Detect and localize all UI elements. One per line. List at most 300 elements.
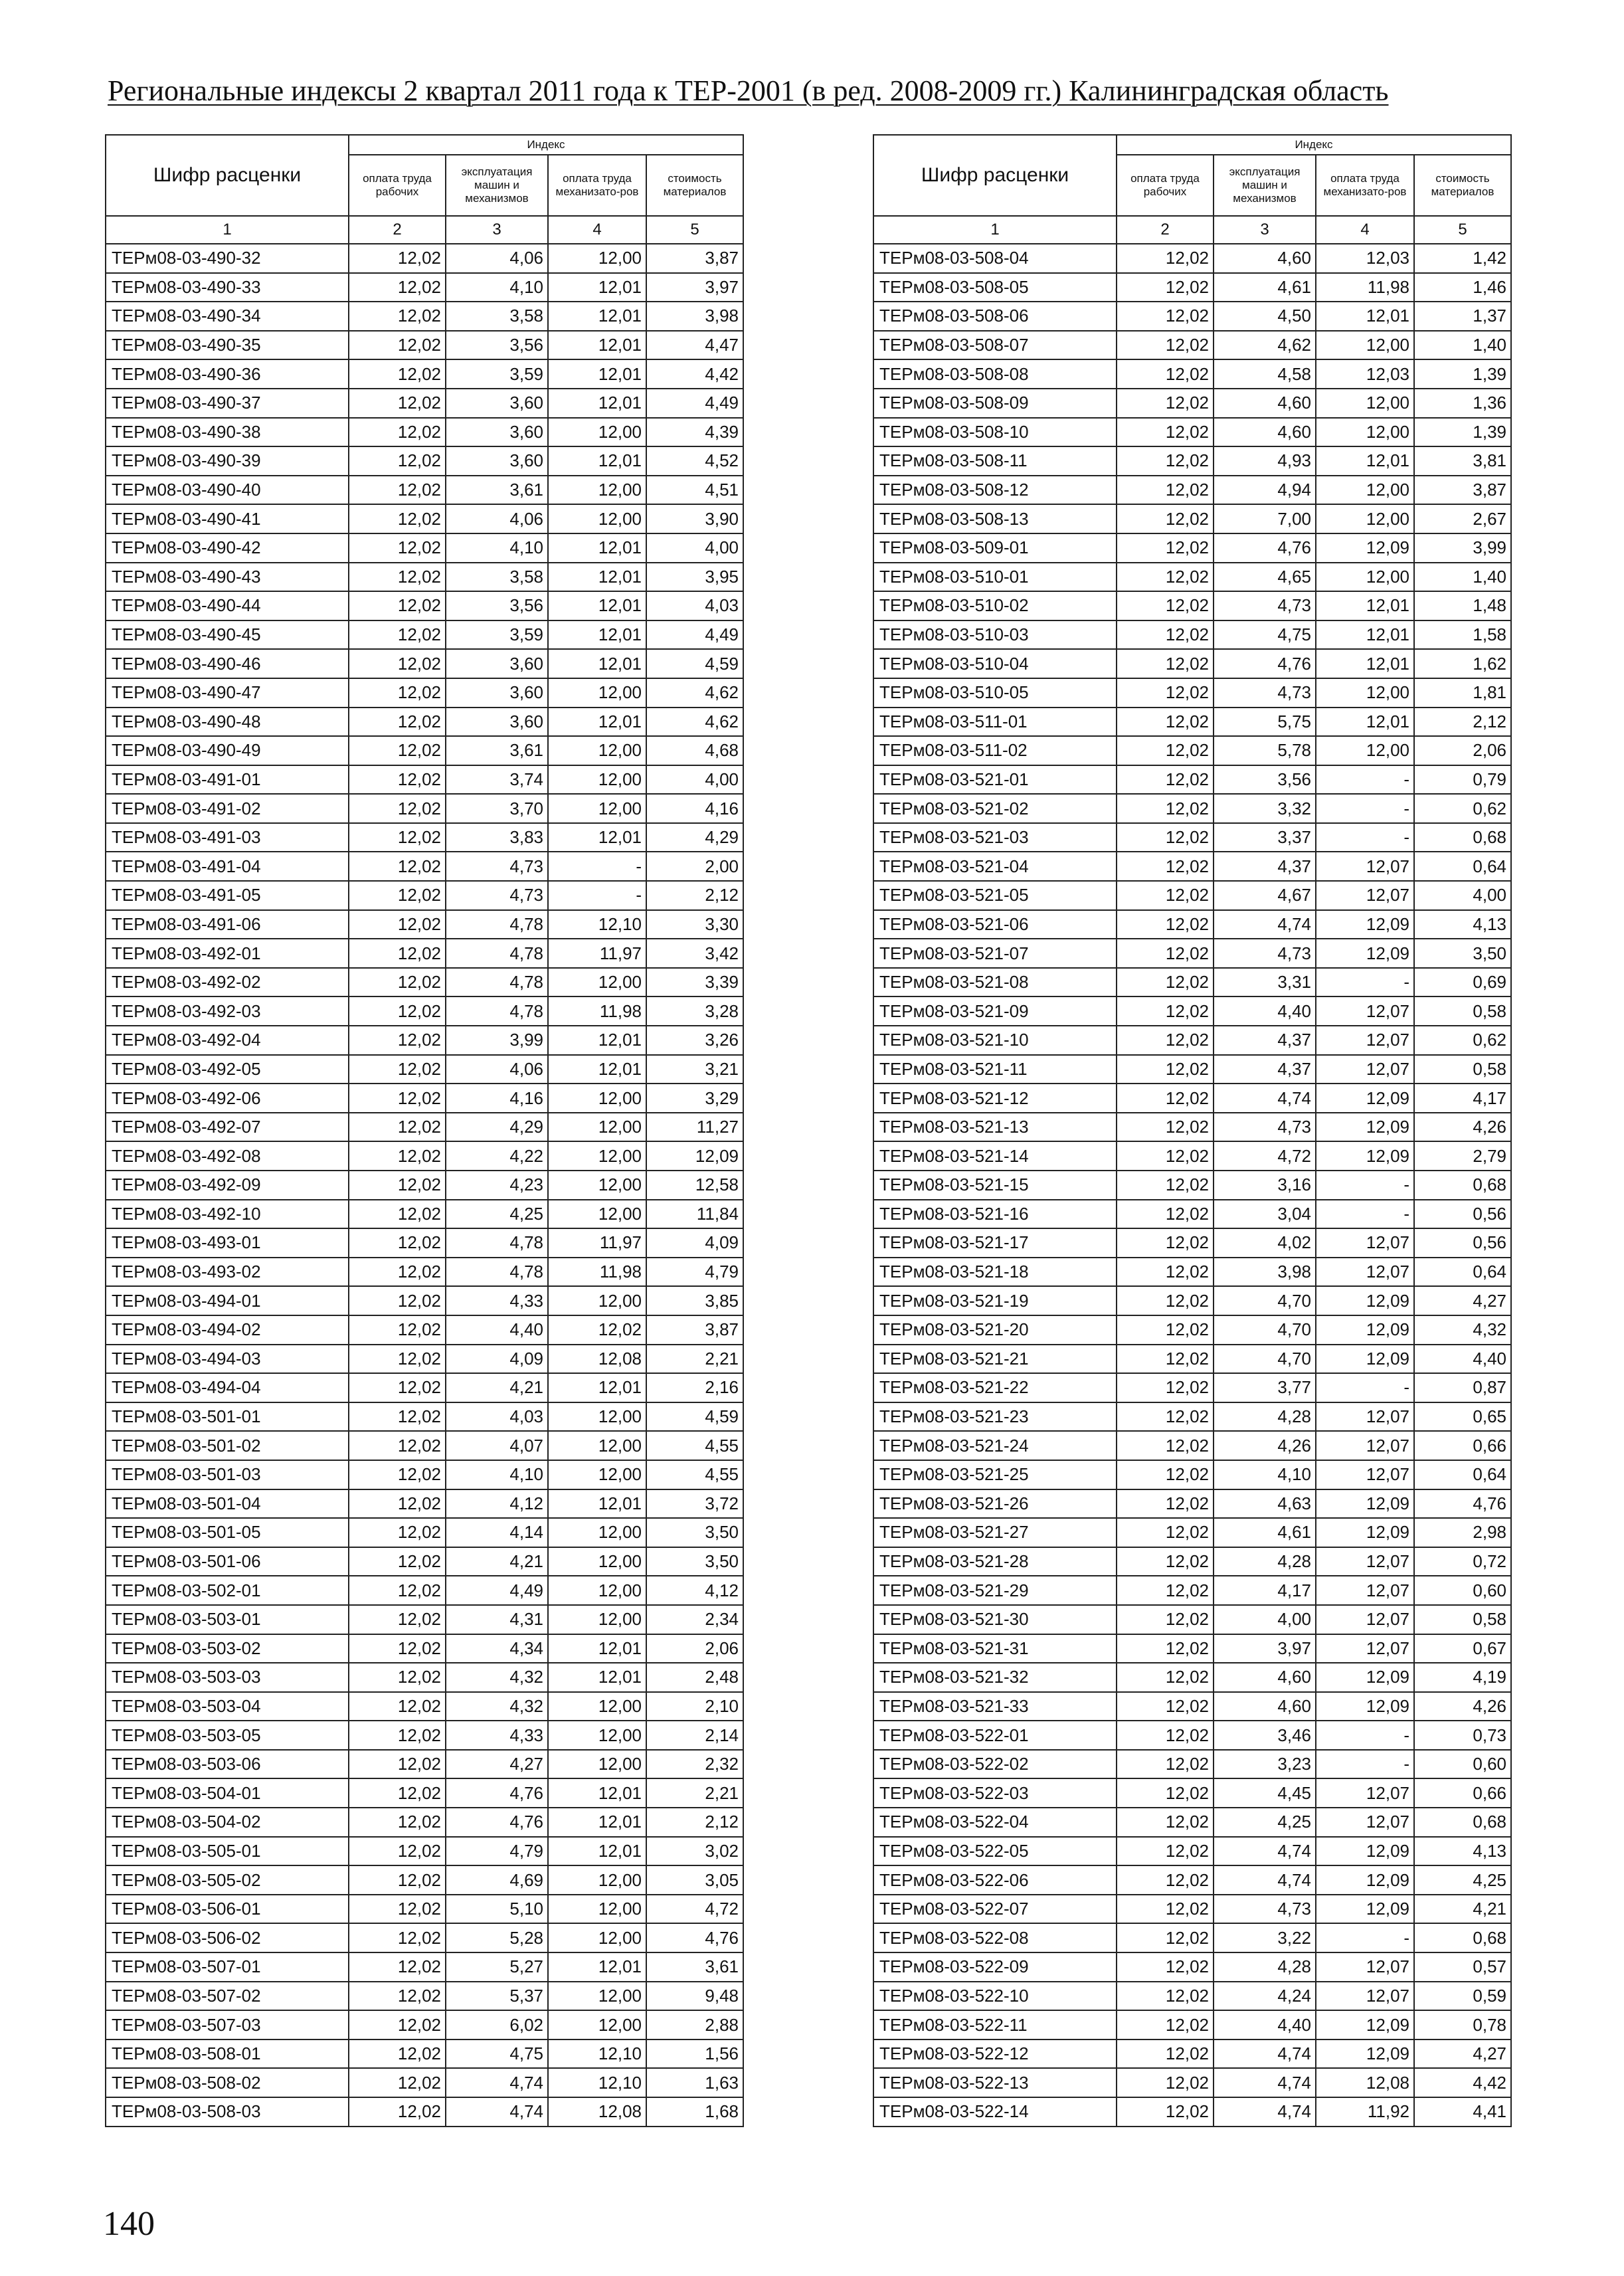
table-row [873,1895,1511,1924]
table-row [873,1055,1511,1084]
labor-index-cell: 12,02 [1117,1750,1214,1779]
operators-index-cell: 12,01 [548,1634,646,1663]
operators-index-cell: - [1316,1923,1414,1952]
rate-code-cell: ТЕРм08-03-508-12 [873,476,1117,505]
operators-index-cell: 12,09 [1316,1489,1414,1519]
table-row [106,331,743,360]
labor-index-cell: 12,02 [349,823,446,852]
operators-index-cell: 12,07 [1316,1431,1414,1460]
table-row [873,1692,1511,1721]
table-row [106,1373,743,1402]
materials-index-cell: 4,39 [646,418,743,447]
table-row [106,2097,743,2127]
labor-index-cell: 12,02 [349,1576,446,1605]
operators-index-cell: 12,00 [1316,504,1414,533]
labor-index-cell: 12,02 [349,1663,446,1692]
operators-index-cell: 12,09 [1316,2039,1414,2069]
machines-index-cell: 4,10 [446,1460,548,1489]
operators-index-cell: 12,01 [548,389,646,418]
labor-index-cell: 12,02 [1117,1634,1214,1663]
labor-index-cell: 12,02 [1117,765,1214,795]
operators-index-cell: 12,00 [548,1460,646,1489]
labor-index-cell: 12,02 [349,2010,446,2039]
table-row [873,1373,1511,1402]
table-row [873,476,1511,505]
operators-index-cell: 11,97 [548,1228,646,1258]
rate-code-cell: ТЕРм08-03-490-34 [106,302,349,331]
operators-index-cell: 12,00 [548,765,646,795]
operators-index-cell: 12,01 [548,302,646,331]
machines-index-cell: 4,31 [446,1605,548,1634]
operators-index-cell: 12,00 [548,1576,646,1605]
rate-code-cell: ТЕРм08-03-490-42 [106,533,349,563]
machines-index-cell: 4,60 [1214,1692,1316,1721]
table-row [106,1952,743,1982]
labor-index-cell: 12,02 [1117,418,1214,447]
rate-code-cell: ТЕРм08-03-490-46 [106,649,349,678]
rate-code-cell: ТЕРм08-03-508-09 [873,389,1117,418]
table-row [106,1547,743,1576]
machines-index-cell: 4,58 [1214,359,1316,389]
materials-index-cell: 3,90 [646,504,743,533]
operators-index-cell: 12,00 [1316,331,1414,360]
index-table-left [105,134,744,2127]
labor-index-cell: 12,02 [349,504,446,533]
table-row [873,1228,1511,1258]
rate-code-cell: ТЕРм08-03-521-01 [873,765,1117,795]
table-row [873,418,1511,447]
operators-index-cell: 12,07 [1316,1982,1414,2011]
operators-index-cell: 12,00 [1316,418,1414,447]
rate-code-cell: ТЕРм08-03-510-04 [873,649,1117,678]
operators-index-cell: 12,07 [1316,1547,1414,1576]
rate-code-cell: ТЕРм08-03-510-01 [873,563,1117,592]
materials-index-cell: 3,87 [646,1315,743,1345]
labor-index-cell: 12,02 [1117,1084,1214,1113]
rate-code-cell: ТЕРм08-03-503-06 [106,1750,349,1779]
rate-code-cell: ТЕРм08-03-521-08 [873,968,1117,997]
rate-code-cell: ТЕРм08-03-521-21 [873,1345,1117,1374]
table-row [873,881,1511,910]
rate-code-cell: ТЕРм08-03-501-03 [106,1460,349,1489]
table-body-right [873,244,1511,2127]
operators-index-cell: 12,00 [1316,563,1414,592]
machines-index-cell: 3,61 [446,476,548,505]
rate-code-cell: ТЕРм08-03-521-07 [873,939,1117,968]
machines-index-cell: 3,61 [446,736,548,765]
materials-index-cell: 0,60 [1414,1576,1511,1605]
table-row [873,273,1511,302]
operators-index-cell: 12,01 [548,708,646,737]
machines-index-cell: 3,60 [446,418,548,447]
rate-code-cell: ТЕРм08-03-490-35 [106,331,349,360]
labor-index-cell: 12,02 [349,1084,446,1113]
table-row [873,765,1511,795]
machines-index-cell: 4,73 [1214,678,1316,708]
labor-index-cell: 12,02 [349,2068,446,2097]
operators-index-cell: 12,00 [548,1982,646,2011]
materials-index-cell: 0,69 [1414,968,1511,997]
machines-index-cell: 4,69 [446,1865,548,1895]
labor-index-cell: 12,02 [349,1171,446,1200]
materials-index-cell: 0,58 [1414,1605,1511,1634]
rate-code-cell: ТЕРм08-03-521-20 [873,1315,1117,1345]
machines-index-cell: 4,67 [1214,881,1316,910]
operators-index-cell: 12,03 [1316,244,1414,273]
rate-code-cell: ТЕРм08-03-504-02 [106,1808,349,1837]
operators-index-cell: 12,07 [1316,1258,1414,1287]
machines-index-cell: 4,73 [446,881,548,910]
operators-index-cell: - [1316,1750,1414,1779]
rate-code-cell: ТЕРм08-03-508-05 [873,273,1117,302]
machines-index-cell: 4,28 [1214,1402,1316,1432]
machines-index-cell: 4,63 [1214,1489,1316,1519]
labor-index-cell: 12,02 [349,1808,446,1837]
rate-code-cell: ТЕРм08-03-490-38 [106,418,349,447]
labor-index-cell: 12,02 [1117,620,1214,650]
labor-index-cell: 12,02 [1117,1315,1214,1345]
labor-index-cell: 12,02 [349,1518,446,1547]
operators-index-cell: 12,00 [548,476,646,505]
table-row [873,1345,1511,1374]
header-index: Индекс [1117,135,1511,155]
labor-index-cell: 12,02 [1117,1460,1214,1489]
labor-index-cell: 12,02 [1117,939,1214,968]
machines-index-cell: 4,74 [1214,1837,1316,1866]
operators-index-cell: 11,97 [548,939,646,968]
table-row [873,563,1511,592]
rate-code-cell: ТЕРм08-03-491-05 [106,881,349,910]
labor-index-cell: 12,02 [1117,1923,1214,1952]
rate-code-cell: ТЕРм08-03-490-32 [106,244,349,273]
labor-index-cell: 12,02 [349,736,446,765]
machines-index-cell: 4,76 [1214,649,1316,678]
labor-index-cell: 12,02 [1117,533,1214,563]
rate-code-cell: ТЕРм08-03-510-03 [873,620,1117,650]
machines-index-cell: 4,22 [446,1141,548,1171]
rate-code-cell: ТЕРм08-03-522-14 [873,2097,1117,2127]
materials-index-cell: 4,29 [646,823,743,852]
table-row [106,476,743,505]
rate-code-cell: ТЕРм08-03-501-02 [106,1431,349,1460]
rate-code-cell: ТЕРм08-03-501-06 [106,1547,349,1576]
operators-index-cell: 12,00 [548,678,646,708]
machines-index-cell: 4,73 [1214,591,1316,620]
materials-index-cell: 4,00 [646,765,743,795]
table-row [873,1026,1511,1055]
operators-index-cell: 12,01 [548,273,646,302]
materials-index-cell: 3,87 [1414,476,1511,505]
labor-index-cell: 12,02 [1117,1982,1214,2011]
labor-index-cell: 12,02 [349,1026,446,1055]
rate-code-cell: ТЕРм08-03-521-29 [873,1576,1117,1605]
materials-index-cell: 2,10 [646,1692,743,1721]
rate-code-cell: ТЕРм08-03-521-04 [873,852,1117,881]
materials-index-cell: 2,88 [646,2010,743,2039]
rate-code-cell: ТЕРм08-03-490-43 [106,563,349,592]
operators-index-cell: 12,00 [548,794,646,823]
table-row [873,1808,1511,1837]
labor-index-cell: 12,02 [1117,1055,1214,1084]
labor-index-cell: 12,02 [1117,504,1214,533]
operators-index-cell: 12,10 [548,910,646,939]
rate-code-cell: ТЕРм08-03-521-31 [873,1634,1117,1663]
materials-index-cell: 0,87 [1414,1373,1511,1402]
operators-index-cell: 12,08 [1316,2068,1414,2097]
labor-index-cell: 12,02 [1117,1431,1214,1460]
machines-index-cell: 4,70 [1214,1315,1316,1345]
rate-code-cell: ТЕРм08-03-522-03 [873,1778,1117,1808]
rate-code-cell: ТЕРм08-03-521-02 [873,794,1117,823]
operators-index-cell: 12,09 [1316,533,1414,563]
rate-code-cell: ТЕРм08-03-522-12 [873,2039,1117,2069]
materials-index-cell: 3,97 [646,273,743,302]
operators-index-cell: - [1316,968,1414,997]
table-row [106,2039,743,2069]
operators-index-cell: 12,01 [548,1837,646,1866]
operators-index-cell: 12,09 [1316,1865,1414,1895]
table-row [106,823,743,852]
operators-index-cell: 12,08 [548,1345,646,1374]
table-row [873,794,1511,823]
machines-index-cell: 6,02 [446,2010,548,2039]
materials-index-cell: 4,25 [1414,1865,1511,1895]
rate-code-cell: ТЕРм08-03-490-49 [106,736,349,765]
materials-index-cell: 0,66 [1414,1431,1511,1460]
rate-code-cell: ТЕРм08-03-501-01 [106,1402,349,1432]
operators-index-cell: 12,00 [548,1431,646,1460]
labor-index-cell: 12,02 [349,2097,446,2127]
machines-index-cell: 5,75 [1214,708,1316,737]
labor-index-cell: 12,02 [1117,359,1214,389]
machines-index-cell: 4,74 [1214,1084,1316,1113]
materials-index-cell: 4,62 [646,708,743,737]
labor-index-cell: 12,02 [349,1373,446,1402]
rate-code-cell: ТЕРм08-03-508-01 [106,2039,349,2069]
labor-index-cell: 12,02 [349,1431,446,1460]
materials-index-cell: 0,73 [1414,1721,1511,1750]
materials-index-cell: 3,28 [646,996,743,1026]
machines-index-cell: 3,56 [446,591,548,620]
operators-index-cell: 12,07 [1316,996,1414,1026]
rate-code-cell: ТЕРм08-03-491-04 [106,852,349,881]
table-row [106,1286,743,1315]
materials-index-cell: 4,47 [646,331,743,360]
machines-index-cell: 3,60 [446,389,548,418]
machines-index-cell: 4,09 [446,1345,548,1374]
machines-index-cell: 4,28 [1214,1547,1316,1576]
labor-index-cell: 12,02 [349,794,446,823]
header-number: 4 [1316,216,1414,244]
rate-code-cell: ТЕРм08-03-504-01 [106,1778,349,1808]
table-row [106,1460,743,1489]
table-row [106,1228,743,1258]
table-row [873,1547,1511,1576]
table-row [873,852,1511,881]
labor-index-cell: 12,02 [1117,852,1214,881]
materials-index-cell: 4,00 [646,533,743,563]
machines-index-cell: 4,74 [1214,1865,1316,1895]
table-row [873,2039,1511,2069]
rate-code-cell: ТЕРм08-03-522-13 [873,2068,1117,2097]
rate-code-cell: ТЕРм08-03-507-02 [106,1982,349,2011]
rate-code-cell: ТЕРм08-03-492-09 [106,1171,349,1200]
materials-index-cell: 3,50 [1414,939,1511,968]
rate-code-cell: ТЕРм08-03-491-02 [106,794,349,823]
machines-index-cell: 4,78 [446,968,548,997]
operators-index-cell: - [1316,1373,1414,1402]
operators-index-cell: 12,09 [1316,1084,1414,1113]
labor-index-cell: 12,02 [1117,1952,1214,1982]
materials-index-cell: 2,12 [646,881,743,910]
rate-code-cell: ТЕРм08-03-507-03 [106,2010,349,2039]
rate-code-cell: ТЕРм08-03-493-02 [106,1258,349,1287]
operators-index-cell: 12,00 [548,1923,646,1952]
rate-code-cell: ТЕРм08-03-521-23 [873,1402,1117,1432]
operators-index-cell: 12,01 [1316,649,1414,678]
operators-index-cell: 12,02 [548,1315,646,1345]
labor-index-cell: 12,02 [349,1489,446,1519]
machines-index-cell: 4,62 [1214,331,1316,360]
rate-code-cell: ТЕРм08-03-502-01 [106,1576,349,1605]
table-row [873,968,1511,997]
materials-index-cell: 4,16 [646,794,743,823]
table-row [106,1923,743,1952]
table-row [873,331,1511,360]
materials-index-cell: 4,51 [646,476,743,505]
labor-index-cell: 12,02 [349,476,446,505]
table-row [106,389,743,418]
machines-index-cell: 4,17 [1214,1576,1316,1605]
materials-index-cell: 4,26 [1414,1692,1511,1721]
materials-index-cell: 1,46 [1414,273,1511,302]
table-row [873,1923,1511,1952]
table-row [106,1808,743,1837]
operators-index-cell: 12,07 [1316,1055,1414,1084]
labor-index-cell: 12,02 [349,1113,446,1142]
materials-index-cell: 4,21 [1414,1895,1511,1924]
materials-index-cell: 2,14 [646,1721,743,1750]
table-row [106,1692,743,1721]
table-row [106,910,743,939]
table-row [106,2010,743,2039]
materials-index-cell: 4,40 [1414,1345,1511,1374]
materials-index-cell: 1,56 [646,2039,743,2069]
rate-code-cell: ТЕРм08-03-506-02 [106,1923,349,1952]
materials-index-cell: 2,21 [646,1778,743,1808]
operators-index-cell: 12,00 [548,1865,646,1895]
materials-index-cell: 2,79 [1414,1141,1511,1171]
labor-index-cell: 12,02 [1117,2010,1214,2039]
table-row [873,2068,1511,2097]
operators-index-cell: 12,01 [1316,591,1414,620]
rate-code-cell: ТЕРм08-03-490-36 [106,359,349,389]
materials-index-cell: 0,62 [1414,794,1511,823]
labor-index-cell: 12,02 [1117,794,1214,823]
table-row [873,1576,1511,1605]
rate-code-cell: ТЕРм08-03-521-22 [873,1373,1117,1402]
rate-code-cell: ТЕРм08-03-491-03 [106,823,349,852]
operators-index-cell: 12,07 [1316,852,1414,881]
operators-index-cell: 12,03 [1316,359,1414,389]
machines-index-cell: 3,31 [1214,968,1316,997]
operators-index-cell: 12,07 [1316,1634,1414,1663]
materials-index-cell: 0,68 [1414,1808,1511,1837]
labor-index-cell: 12,02 [1117,2097,1214,2127]
rate-code-cell: ТЕРм08-03-508-07 [873,331,1117,360]
labor-index-cell: 12,02 [1117,1489,1214,1519]
operators-index-cell: 12,01 [548,359,646,389]
table-row [106,1576,743,1605]
machines-index-cell: 4,34 [446,1634,548,1663]
operators-index-cell: - [1316,1171,1414,1200]
labor-index-cell: 12,02 [349,1721,446,1750]
labor-index-cell: 12,02 [349,852,446,881]
machines-index-cell: 4,37 [1214,1055,1316,1084]
labor-index-cell: 12,02 [1117,678,1214,708]
machines-index-cell: 4,10 [1214,1460,1316,1489]
materials-index-cell: 0,59 [1414,1982,1511,2011]
machines-index-cell: 4,61 [1214,1518,1316,1547]
table-row [106,1489,743,1519]
operators-index-cell: 12,09 [1316,1663,1414,1692]
table-row [106,1200,743,1229]
machines-index-cell: 4,73 [1214,1113,1316,1142]
materials-index-cell: 0,68 [1414,823,1511,852]
labor-index-cell: 12,02 [349,708,446,737]
materials-index-cell: 4,00 [1414,881,1511,910]
header-number: 2 [1117,216,1214,244]
materials-index-cell: 4,32 [1414,1315,1511,1345]
machines-index-cell: 4,60 [1214,389,1316,418]
table-row [106,794,743,823]
rate-code-cell: ТЕРм08-03-509-01 [873,533,1117,563]
labor-index-cell: 12,02 [349,1692,446,1721]
materials-index-cell: 4,72 [646,1895,743,1924]
machines-index-cell: 4,60 [1214,1663,1316,1692]
index-table-right [873,134,1512,2127]
labor-index-cell: 12,02 [349,359,446,389]
table-row [873,1518,1511,1547]
header-cipher: Шифр расценки [873,135,1117,216]
operators-index-cell: - [1316,1200,1414,1229]
operators-index-cell: 12,01 [548,533,646,563]
rate-code-cell: ТЕРм08-03-522-11 [873,2010,1117,2039]
table-row [873,823,1511,852]
rate-code-cell: ТЕРм08-03-503-01 [106,1605,349,1634]
materials-index-cell: 4,76 [1414,1489,1511,1519]
materials-index-cell: 1,81 [1414,678,1511,708]
materials-index-cell: 4,76 [646,1923,743,1952]
rate-code-cell: ТЕРм08-03-521-19 [873,1286,1117,1315]
materials-index-cell: 3,98 [646,302,743,331]
rate-code-cell: ТЕРм08-03-521-05 [873,881,1117,910]
table-row [106,1055,743,1084]
materials-index-cell: 4,42 [1414,2068,1511,2097]
labor-index-cell: 12,02 [1117,1258,1214,1287]
rate-code-cell: ТЕРм08-03-493-01 [106,1228,349,1258]
table-row [873,1200,1511,1229]
operators-index-cell: 12,01 [548,1373,646,1402]
labor-index-cell: 12,02 [349,1055,446,1084]
labor-index-cell: 12,02 [349,1141,446,1171]
labor-index-cell: 12,02 [1117,2039,1214,2069]
machines-index-cell: 4,40 [1214,2010,1316,2039]
header-operators: оплата труда механизато-ров [548,155,646,216]
rate-code-cell: ТЕРм08-03-490-40 [106,476,349,505]
machines-index-cell: 3,60 [446,446,548,476]
machines-index-cell: 4,74 [446,2068,548,2097]
